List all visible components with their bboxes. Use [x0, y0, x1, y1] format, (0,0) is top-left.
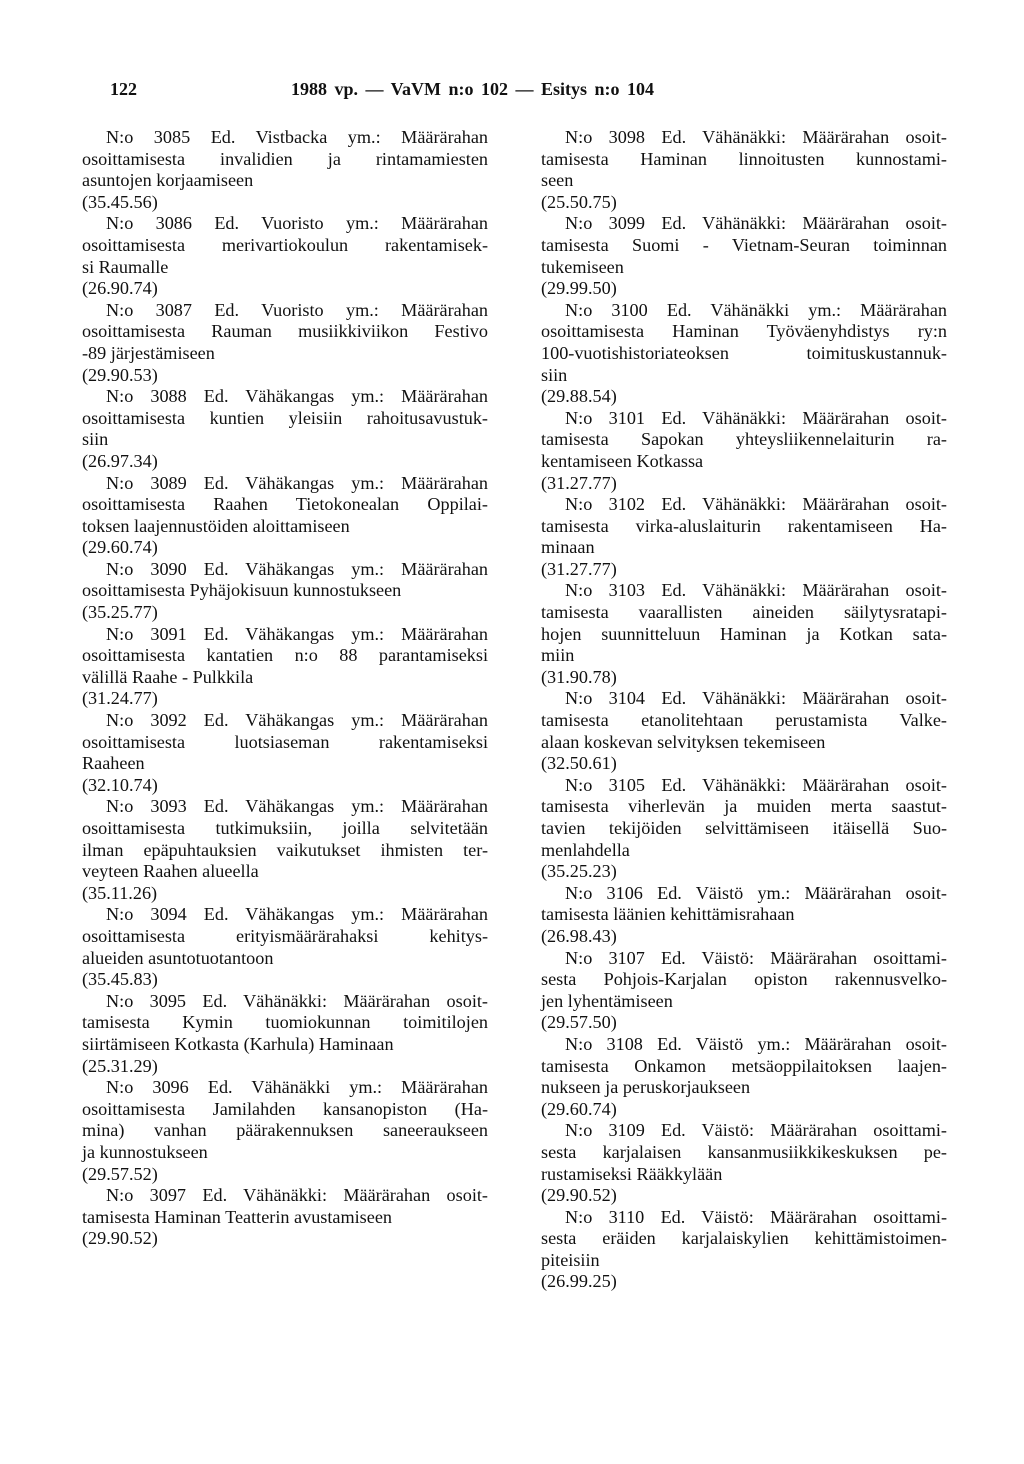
budget-item-code: (25.50.75) — [541, 191, 617, 212]
motion-text-line: menlahdella — [541, 839, 630, 860]
motion-heading-line: N:o 3106 Ed. Väistö ym.: Määrärahan osoit- — [565, 882, 947, 903]
budget-item-code: (35.45.56) — [82, 191, 158, 212]
motion-text-line: alueiden asuntotuotantoon — [82, 947, 274, 968]
motion-text-line: jen lyhentämiseen — [541, 990, 673, 1011]
motion-text-line: tamisesta vaarallisten aineiden säilytysratapi- — [541, 602, 947, 623]
motion-text-line: tamisesta Sapokan yhteysliikennelaiturin ra- — [541, 429, 947, 450]
motion-text-line: veyteen Raahen alueella — [82, 861, 259, 882]
motion-entry — [541, 127, 947, 213]
motion-entry — [541, 883, 947, 948]
motion-heading-line: N:o 3090 Ed. Vähäkangas ym.: Määrärahan — [106, 558, 488, 579]
motion-entry — [541, 1207, 947, 1293]
motion-entry — [82, 559, 488, 624]
motion-heading-line: N:o 3094 Ed. Vähäkangas ym.: Määrärahan — [106, 904, 488, 925]
budget-item-code: (31.90.78) — [541, 666, 617, 687]
motion-entry — [82, 213, 488, 299]
budget-item-code: (32.10.74) — [82, 774, 158, 795]
motion-text-line: sesta Pohjois-Karjalan opiston rakennusvelko- — [541, 969, 947, 990]
page-header — [110, 79, 940, 103]
motion-entry — [541, 300, 947, 408]
motion-text-line: siirtämiseen Kotkasta (Karhula) Haminaan — [82, 1033, 394, 1054]
motion-text-line: tamisesta Haminan Teatterin avustamiseen — [82, 1206, 393, 1227]
motion-text-line: kentamiseen Kotkassa — [541, 450, 704, 471]
motion-entry — [82, 796, 488, 904]
motion-heading-line: N:o 3087 Ed. Vuoristo ym.: Määrärahan — [106, 299, 488, 320]
budget-item-code: (26.99.25) — [541, 1271, 617, 1292]
motion-text-line: ilman epäpuhtauksien vaikutukset ihmisten ter- — [82, 839, 488, 860]
motion-heading-line: N:o 3100 Ed. Vähänäkki ym.: Määrärahan — [565, 299, 947, 320]
motion-entry — [541, 688, 947, 774]
budget-item-code: (29.90.53) — [82, 364, 158, 385]
page-number: 122 — [110, 79, 137, 99]
motion-text-line: tamisesta etanolitehtaan perustamista Valke- — [541, 710, 947, 731]
motion-text-line: sesta karjalaisen kansanmusiikkikeskuksen pe- — [541, 1141, 947, 1162]
budget-item-code: (29.90.52) — [82, 1228, 158, 1249]
motion-heading-line: N:o 3110 Ed. Väistö: Määrärahan osoittami- — [565, 1206, 947, 1227]
motion-entry — [82, 710, 488, 796]
budget-item-code: (35.25.23) — [541, 861, 617, 882]
motion-text-line: tamisesta virka-aluslaiturin rakentamiseen Ha- — [541, 515, 947, 536]
motion-heading-line: N:o 3085 Ed. Vistbacka ym.: Määrärahan — [106, 127, 488, 147]
motion-heading-line: N:o 3095 Ed. Vähänäkki: Määrärahan osoit- — [106, 990, 488, 1011]
motion-heading-line: N:o 3107 Ed. Väistö: Määrärahan osoittami- — [565, 947, 947, 968]
budget-item-code: (29.90.52) — [541, 1185, 617, 1206]
motion-entry — [541, 580, 947, 688]
motion-text-line: ja kunnostukseen — [82, 1141, 208, 1162]
motion-text-line: hojen suunnitteluun Haminan ja Kotkan sata- — [541, 623, 947, 644]
motion-entry — [541, 1034, 947, 1120]
motion-text-line: osoittamisesta Rauman musiikkiviikon Festivo — [82, 321, 488, 342]
motion-text-line: tamisesta Onkamon metsäoppilaitoksen laajen- — [541, 1055, 947, 1076]
budget-item-code: (29.60.74) — [541, 1098, 617, 1119]
motion-text-line: tamisesta Suomi - Vietnam-Seuran toiminnan — [541, 234, 947, 255]
motion-text-line: osoittamisesta invalidien ja rintamamiesten — [82, 148, 488, 169]
motion-text-line: tukemiseen — [541, 256, 624, 277]
motion-entry — [82, 904, 488, 990]
motion-entry — [82, 991, 488, 1077]
motion-text-line: osoittamisesta Jamilahden kansanopiston (Ha- — [82, 1098, 488, 1119]
motion-entry — [82, 1077, 488, 1185]
budget-item-code: (31.24.77) — [82, 688, 158, 709]
motion-text-line: osoittamisesta Raahen Tietokonealan Oppilai- — [82, 494, 488, 515]
motion-heading-line: N:o 3096 Ed. Vähänäkki ym.: Määrärahan — [106, 1077, 488, 1098]
motion-text-line: rustamiseksi Rääkkylään — [541, 1163, 723, 1184]
right-column — [541, 127, 947, 1293]
motion-text-line: osoittamisesta tutkimuksiin, joilla selvitetään — [82, 818, 488, 838]
motion-text-line: mina) vanhan päärakennuksen saneeraukseen — [82, 1120, 488, 1141]
running-title: 1988 vp. — VaVM n:o 102 — Esitys n:o 104 — [291, 79, 655, 99]
budget-item-code: (35.45.83) — [82, 969, 158, 990]
motion-entry — [82, 127, 488, 213]
budget-item-code: (26.90.74) — [82, 278, 158, 299]
motion-heading-line: N:o 3103 Ed. Vähänäkki: Määrärahan osoit- — [565, 580, 947, 601]
motion-entry — [541, 408, 947, 494]
budget-item-code: (31.27.77) — [541, 472, 617, 493]
motion-entry — [82, 473, 488, 559]
motion-text-line: osoittamisesta kuntien yleisiin rahoitusavustuk- — [82, 407, 488, 428]
motion-text-line: miin — [541, 645, 575, 666]
motion-text-line: -89 järjestämiseen — [82, 342, 215, 363]
motion-text-line: toksen laajennustöiden aloittamiseen — [82, 515, 350, 536]
budget-item-code: (31.27.77) — [541, 558, 617, 579]
motion-text-line: välillä Raahe - Pulkkila — [82, 666, 254, 687]
motion-heading-line: N:o 3105 Ed. Vähänäkki: Määrärahan osoit- — [565, 774, 947, 795]
budget-item-code: (29.57.50) — [541, 1012, 617, 1033]
motion-text-line: Raaheen — [82, 753, 145, 774]
motion-entry — [541, 213, 947, 299]
motion-heading-line: N:o 3092 Ed. Vähäkangas ym.: Määrärahan — [106, 710, 488, 731]
motion-heading-line: N:o 3097 Ed. Vähänäkki: Määrärahan osoit- — [106, 1185, 488, 1206]
budget-item-code: (35.25.77) — [82, 602, 158, 623]
motion-text-line: osoittamisesta luotsiaseman rakentamiseksi — [82, 731, 488, 752]
budget-item-code: (25.31.29) — [82, 1055, 158, 1076]
motion-text-line: nukseen ja peruskorjaukseen — [541, 1077, 751, 1098]
motion-text-line: minaan — [541, 537, 595, 558]
motion-heading-line: N:o 3088 Ed. Vähäkangas ym.: Määrärahan — [106, 386, 488, 407]
motion-text-line: si Raumalle — [82, 256, 169, 277]
motion-heading-line: N:o 3086 Ed. Vuoristo ym.: Määrärahan — [106, 213, 488, 234]
motion-heading-line: N:o 3098 Ed. Vähänäkki: Määrärahan osoit- — [565, 127, 947, 147]
motion-heading-line: N:o 3101 Ed. Vähänäkki: Määrärahan osoit- — [565, 407, 947, 428]
budget-item-code: (26.97.34) — [82, 450, 158, 471]
motion-heading-line: N:o 3099 Ed. Vähänäkki: Määrärahan osoit- — [565, 213, 947, 234]
motion-entry — [541, 494, 947, 580]
budget-item-code: (29.99.50) — [541, 278, 617, 299]
motion-text-line: seen — [541, 170, 574, 191]
motion-entry — [82, 624, 488, 710]
budget-item-code: (29.60.74) — [82, 537, 158, 558]
motion-text-line: osoittamisesta Haminan Työväenyhdistys ry:n — [541, 321, 947, 342]
motion-entry — [82, 300, 488, 386]
motion-entry — [541, 948, 947, 1034]
motion-text-line: tamisesta Haminan linnoitusten kunnostami- — [541, 148, 947, 169]
motion-heading-line: N:o 3102 Ed. Vähänäkki: Määrärahan osoit- — [565, 494, 947, 515]
motion-heading-line: N:o 3089 Ed. Vähäkangas ym.: Määrärahan — [106, 472, 488, 493]
budget-item-code: (29.57.52) — [82, 1163, 158, 1184]
motion-heading-line: N:o 3108 Ed. Väistö ym.: Määrärahan osoit- — [565, 1033, 947, 1054]
left-column — [82, 127, 488, 1250]
motion-text-line: siin — [541, 364, 568, 385]
motion-text-line: sesta eräiden karjalaiskylien kehittämistoimen- — [541, 1228, 947, 1249]
motion-text-line: osoittamisesta kantatien n:o 88 parantamiseksi — [82, 645, 488, 666]
motion-entry — [82, 386, 488, 472]
budget-item-code: (35.11.26) — [82, 882, 158, 903]
motion-text-line: tamisesta viherlevän ja muiden merta saastut- — [541, 796, 947, 817]
motion-entry — [541, 1120, 947, 1206]
motion-entry — [82, 1185, 488, 1250]
motion-heading-line: N:o 3104 Ed. Vähänäkki: Määrärahan osoit- — [565, 688, 947, 709]
budget-item-code: (26.98.43) — [541, 925, 617, 946]
motion-heading-line: N:o 3109 Ed. Väistö: Määrärahan osoittami- — [565, 1120, 947, 1141]
motion-text-line: osoittamisesta erityismäärärahaksi kehitys- — [82, 925, 488, 946]
budget-item-code: (32.50.61) — [541, 753, 617, 774]
motion-entry — [541, 775, 947, 883]
motion-text-line: tamisesta Kymin tuomiokunnan toimitilojen — [82, 1012, 488, 1033]
motion-text-line: piteisiin — [541, 1249, 600, 1270]
motion-text-line: tamisesta läänien kehittämisrahaan — [541, 904, 795, 925]
motion-text-line: tavien tekijöiden selvittämiseen itäisellä Suo- — [541, 818, 947, 838]
motion-heading-line: N:o 3093 Ed. Vähäkangas ym.: Määrärahan — [106, 796, 488, 817]
budget-item-code: (29.88.54) — [541, 386, 617, 407]
motion-text-line: 100-vuotishistoriateoksen toimituskustannuk- — [541, 342, 947, 363]
motion-text-line: alaan koskevan selvityksen tekemiseen — [541, 731, 826, 752]
motion-text-line: siin — [82, 429, 109, 450]
motion-text-line: osoittamisesta Pyhäjokisuun kunnostukseen — [82, 580, 402, 601]
motion-heading-line: N:o 3091 Ed. Vähäkangas ym.: Määrärahan — [106, 623, 488, 644]
motion-text-line: asuntojen korjaamiseen — [82, 170, 254, 191]
motion-text-line: osoittamisesta merivartiokoulun rakentamisek- — [82, 234, 488, 255]
